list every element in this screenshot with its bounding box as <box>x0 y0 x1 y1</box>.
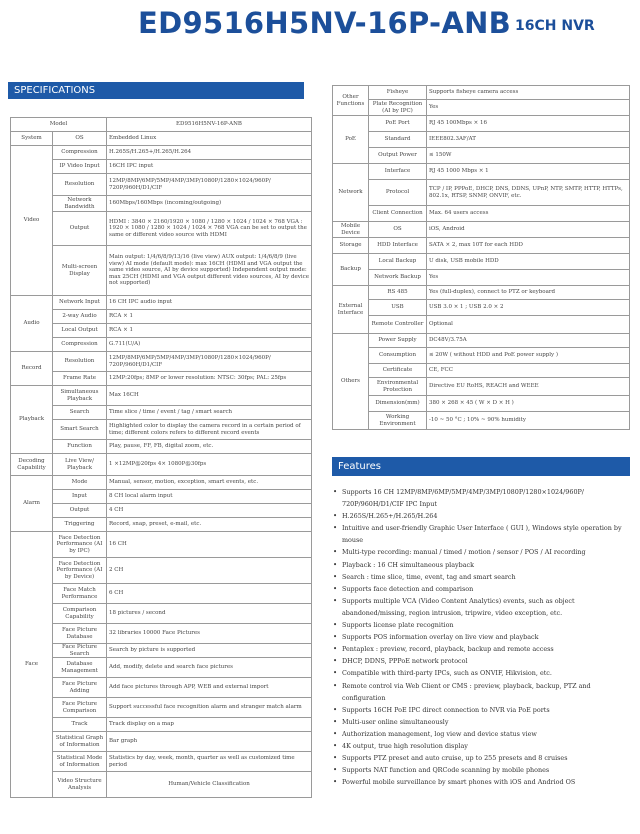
spec-value: Max 16CH <box>107 386 312 406</box>
spec-category: External Interface <box>333 286 369 334</box>
spec-row <box>333 100 630 116</box>
spec-item: Local Backup <box>369 254 427 270</box>
spec-row <box>333 316 630 334</box>
spec-item: Live View/ Playback <box>53 454 107 476</box>
spec-item: OS <box>369 222 427 238</box>
spec-value: 12MP:20fps; 8MP or lower resolution: NTSC: 30fps; PAL: 25fps <box>107 372 312 386</box>
spec-value: RCA × 1 <box>107 324 312 338</box>
spec-row <box>11 146 312 160</box>
spec-value: Optional <box>427 316 630 334</box>
spec-value: G.711(U/A) <box>107 338 312 352</box>
spec-row <box>333 116 630 132</box>
spec-row <box>333 270 630 286</box>
spec-category: Playback <box>11 386 53 454</box>
spec-category: PoE <box>333 116 369 164</box>
spec-row <box>333 164 630 180</box>
spec-row <box>333 396 630 412</box>
spec-value: Yes <box>427 100 630 116</box>
spec-value: ≤ 150W <box>427 148 630 164</box>
spec-value: 160Mbps/160Mbps (incoming/outgoing) <box>107 196 312 212</box>
spec-row <box>11 718 312 732</box>
spec-row <box>333 148 630 164</box>
spec-row <box>11 772 312 798</box>
feature-item: • DHCP, DDNS, PPPoE network protocol <box>332 655 630 667</box>
spec-row <box>333 334 630 348</box>
spec-item: IP Video Input <box>53 160 107 174</box>
spec-value: 8 CH local alarm input <box>107 490 312 504</box>
spec-row <box>11 532 312 558</box>
spec-item: Face Picture Comparison <box>53 698 107 718</box>
spec-value: Main output: 1/4/6/8/9/13/16 (live view) AUX output: 1/4/6/8/9 (live view) AI mode (default mode): max 16CH (HDMI and VGA output the same video source, AI by device supported) Independent output mode: max 25CH (HDMI and VGA output different video sources, AI by device not supported) <box>107 246 312 296</box>
spec-item: Output <box>53 504 107 518</box>
spec-item: Client Connection <box>369 206 427 222</box>
spec-row <box>333 300 630 316</box>
spec-value: 12MP/8MP/6MP/5MP/4MP/3MP/1080P/1280×1024/960P/ 720P/960H/D1/CIF <box>107 352 312 372</box>
spec-value: iOS, Android <box>427 222 630 238</box>
spec-row <box>333 286 630 300</box>
spec-row <box>11 310 312 324</box>
spec-item: Output <box>53 212 107 246</box>
spec-value: U disk, USB mobile HDD <box>427 254 630 270</box>
spec-item: Protocol <box>369 180 427 206</box>
spec-value: TCP / IP, PPPoE, DHCP, DNS, DDNS, UPnP, NTP, SMTP, HTTP, HTTPs, 802.1x, RTSP, SNMP, ONVIF, etc. <box>427 180 630 206</box>
spec-item: Power Supply <box>369 334 427 348</box>
spec-item: Comparison Capability <box>53 604 107 624</box>
feature-item: • Powerful mobile surveillance by smart phones with iOS and Andriod OS <box>332 776 630 788</box>
spec-item: Network Bandwidth <box>53 196 107 212</box>
spec-row <box>333 364 630 378</box>
spec-value: 2 CH <box>107 558 312 584</box>
model-value: ED9516H5NV-16P-ANB <box>107 118 312 132</box>
spec-value: CE, FCC <box>427 364 630 378</box>
spec-row <box>11 372 312 386</box>
spec-item: Compression <box>53 146 107 160</box>
spec-item: Environmental Protection <box>369 378 427 396</box>
spec-item: Local Output <box>53 324 107 338</box>
spec-table-right <box>332 85 630 430</box>
spec-value: RCA × 1 <box>107 310 312 324</box>
feature-item: • Multi-user online simultaneously <box>332 716 630 728</box>
spec-value: Add face pictures through APP, WEB and external import <box>107 678 312 698</box>
spec-item: Plate Recognition (AI by IPC) <box>369 100 427 116</box>
spec-value: -10 ~ 50 °C ; 10% ~ 90% humidity <box>427 412 630 430</box>
spec-row <box>11 324 312 338</box>
spec-category: Backup <box>333 254 369 286</box>
spec-row <box>11 658 312 678</box>
feature-item: • Supports POS information overlay on live view and playback <box>332 631 630 643</box>
spec-value: Statistics by day, week, month, quarter as well as customized time period <box>107 752 312 772</box>
spec-value: 12MP/8MP/6MP/5MP/4MP/3MP/1080P/1280×1024/960P/ 720P/960H/D1/CIF <box>107 174 312 196</box>
feature-item: • Supports multiple VCA (Video Content Analytics) events, such as object abandoned/missing, region intrusion, tripwire, video exception, etc. <box>332 595 630 619</box>
spec-category: System <box>11 132 53 146</box>
spec-value: RJ 45 1000 Mbps × 1 <box>427 164 630 180</box>
feature-item: • H.265S/H.265+/H.265/H.264 <box>332 510 630 522</box>
spec-table-left <box>10 117 312 798</box>
spec-value: Supports fisheye camera access <box>427 86 630 100</box>
spec-item: Multi-screen Display <box>53 246 107 296</box>
spec-row <box>11 504 312 518</box>
spec-value: USB 3.0 × 1 ; USB 2.0 × 2 <box>427 300 630 316</box>
spec-row <box>11 584 312 604</box>
spec-item: RS 485 <box>369 286 427 300</box>
spec-value: Time slice / time / event / tag / smart search <box>107 406 312 420</box>
spec-item: Output Power <box>369 148 427 164</box>
spec-category: Alarm <box>11 476 53 532</box>
page-subtitle: 16CH NVR <box>515 18 595 34</box>
spec-value: Bar graph <box>107 732 312 752</box>
spec-item: Compression <box>53 338 107 352</box>
spec-row <box>333 206 630 222</box>
spec-row <box>333 86 630 100</box>
spec-item: Mode <box>53 476 107 490</box>
spec-row <box>333 348 630 364</box>
spec-row <box>11 352 312 372</box>
spec-row <box>11 420 312 440</box>
spec-item: Frame Rate <box>53 372 107 386</box>
spec-value: Directive EU RoHS, REACH and WEEE <box>427 378 630 396</box>
feature-item: • Authorization management, log view and device status view <box>332 728 630 740</box>
spec-value: Max. 64 users access <box>427 206 630 222</box>
spec-item: Working Environment <box>369 412 427 430</box>
spec-value: 380 × 268 × 45 ( W × D × H ) <box>427 396 630 412</box>
spec-value: 1 ×12MP@20fps 4× 1080P@30fps <box>107 454 312 476</box>
features-list <box>332 486 630 788</box>
model-label: Model <box>11 118 107 132</box>
spec-value: 16CH IPC input <box>107 160 312 174</box>
spec-row <box>11 558 312 584</box>
spec-category: Other Functions <box>333 86 369 116</box>
feature-item: • Supports 16 CH 12MP/8MP/6MP/5MP/4MP/3MP/1080P/1280×1024/960P/ 720P/960H/D1/CIF IPC Input <box>332 486 630 510</box>
spec-item: Face Detection Performance (AI by Device) <box>53 558 107 584</box>
spec-row <box>11 196 312 212</box>
spec-category: Video Structure Analysis <box>53 772 107 798</box>
spec-value: IEEE802.3AF/AT <box>427 132 630 148</box>
spec-item: Standard <box>369 132 427 148</box>
spec-row <box>11 454 312 476</box>
feature-item: • Supports face detection and comparison <box>332 583 630 595</box>
spec-category: Others <box>333 334 369 430</box>
spec-item: Function <box>53 440 107 454</box>
spec-value: RJ 45 100Mbps × 16 <box>427 116 630 132</box>
spec-row <box>333 378 630 396</box>
spec-item: Consumption <box>369 348 427 364</box>
spec-item: USB <box>369 300 427 316</box>
spec-item: HDD Interface <box>369 238 427 254</box>
spec-row <box>333 222 630 238</box>
feature-item: • Supports 16CH PoE IPC direct connection to NVR via PoE ports <box>332 704 630 716</box>
spec-item: Face Match Performance <box>53 584 107 604</box>
spec-row <box>333 412 630 430</box>
spec-value: 4 CH <box>107 504 312 518</box>
features-heading: Features <box>332 457 630 476</box>
feature-item: • Playback : 16 CH simultaneous playback <box>332 559 630 571</box>
spec-value: Highlighted color to display the camera record in a certain period of time; different colors refers to different record events <box>107 420 312 440</box>
spec-item: OS <box>53 132 107 146</box>
spec-row <box>333 238 630 254</box>
feature-item: • Remote control via Web Client or CMS : preview, playback, backup, PTZ and configuration <box>332 680 630 704</box>
spec-item: PoE Port <box>369 116 427 132</box>
spec-item: Search <box>53 406 107 420</box>
spec-category: Record <box>11 352 53 386</box>
spec-row <box>11 644 312 658</box>
spec-row <box>11 698 312 718</box>
spec-item: Input <box>53 490 107 504</box>
spec-item: 2-way Audio <box>53 310 107 324</box>
spec-row <box>11 678 312 698</box>
spec-category: Audio <box>11 296 53 352</box>
spec-category: Face <box>11 532 53 798</box>
spec-value: Add, modify, delete and search face pictures <box>107 658 312 678</box>
spec-item: Dimension(mm) <box>369 396 427 412</box>
spec-row <box>11 296 312 310</box>
spec-row <box>11 386 312 406</box>
spec-row <box>11 604 312 624</box>
spec-item: Network Backup <box>369 270 427 286</box>
spec-row <box>11 476 312 490</box>
feature-item: • Multi-type recording: manual / timed / motion / sensor / POS / AI recording <box>332 546 630 558</box>
spec-category: Storage <box>333 238 369 254</box>
spec-row <box>11 490 312 504</box>
spec-item: Remote Controller <box>369 316 427 334</box>
spec-row <box>333 180 630 206</box>
spec-row <box>11 624 312 644</box>
spec-value: Manual, sensor, motion, exception, smart events, etc. <box>107 476 312 490</box>
feature-item: • Supports PTZ preset and auto cruise, up to 255 presets and 8 cruises <box>332 752 630 764</box>
spec-item: Interface <box>369 164 427 180</box>
spec-value: 16 CH IPC audio input <box>107 296 312 310</box>
feature-item: • Supports license plate recognition <box>332 619 630 631</box>
spec-row <box>11 174 312 196</box>
feature-item: • Intuitive and user-friendly Graphic User Interface ( GUI ), Windows style operation by mouse <box>332 522 630 546</box>
spec-value: Search by picture is supported <box>107 644 312 658</box>
spec-value: Embedded Linux <box>107 132 312 146</box>
spec-item: Track <box>53 718 107 732</box>
spec-row <box>333 132 630 148</box>
spec-value: 32 libraries 10000 Face Pictures <box>107 624 312 644</box>
spec-value: 18 pictures / second <box>107 604 312 624</box>
feature-item: • Search : time slice, time, event, tag and smart search <box>332 571 630 583</box>
spec-item: Simultaneous Playback <box>53 386 107 406</box>
spec-value: Play, pause, FF, FB, digital zoom, etc. <box>107 440 312 454</box>
spec-item: Resolution <box>53 174 107 196</box>
spec-row <box>11 518 312 532</box>
spec-value: DC48V/3.75A <box>427 334 630 348</box>
spec-category: Decoding Capability <box>11 454 53 476</box>
spec-value: Support successful face recognition alarm and stranger match alarm <box>107 698 312 718</box>
spec-row <box>333 254 630 270</box>
spec-item: Face Picture Database <box>53 624 107 644</box>
feature-item: • Pentaplex : preview, record, playback, backup and remote access <box>332 643 630 655</box>
spec-item: Database Management <box>53 658 107 678</box>
spec-item: Statistical Mode of Information <box>53 752 107 772</box>
spec-item: Face Picture Adding <box>53 678 107 698</box>
spec-row <box>11 406 312 420</box>
spec-item: Human/Vehicle Classification <box>107 772 312 798</box>
spec-value: ≤ 20W ( without HDD and PoE power supply ) <box>427 348 630 364</box>
spec-item: Face Picture Search <box>53 644 107 658</box>
spec-row <box>11 160 312 174</box>
spec-category: Mobile Device <box>333 222 369 238</box>
spec-value: Track display on a map <box>107 718 312 732</box>
spec-value: 16 CH <box>107 532 312 558</box>
spec-row <box>11 732 312 752</box>
spec-value: HDMI : 3840 × 2160/1920 × 1080 / 1280 × 1024 / 1024 × 768 VGA : 1920 × 1080 / 1280 × 1024 / 1024 × 768 VGA can be set to output the same or different video source with HDMI <box>107 212 312 246</box>
spec-row <box>11 212 312 246</box>
spec-category: Video <box>11 146 53 296</box>
feature-item: • Supports NAT function and QRCode scanning by mobile phones <box>332 764 630 776</box>
spec-item: Triggering <box>53 518 107 532</box>
spec-value: 6 CH <box>107 584 312 604</box>
spec-value: Yes <box>427 270 630 286</box>
spec-item: Resolution <box>53 352 107 372</box>
spec-row <box>11 338 312 352</box>
spec-row <box>11 752 312 772</box>
feature-item: • 4K output, true high resolution display <box>332 740 630 752</box>
spec-value: Yes (full-duplex), connect to PTZ or keyboard <box>427 286 630 300</box>
feature-item: • Compatible with third-party IPCs, such as ONVIF, Hikvision, etc. <box>332 667 630 679</box>
spec-item: Certificate <box>369 364 427 378</box>
spec-row <box>11 246 312 296</box>
spec-item: Smart Search <box>53 420 107 440</box>
spec-row <box>11 132 312 146</box>
spec-item: Face Detection Performance (AI by IPC) <box>53 532 107 558</box>
spec-item: Fisheye <box>369 86 427 100</box>
page-title: ED9516H5NV-16P-ANB <box>138 6 512 40</box>
spec-item: Statistical Graph of Information <box>53 732 107 752</box>
spec-category: Network <box>333 164 369 222</box>
spec-value: Record, snap, preset, e-mail, etc. <box>107 518 312 532</box>
spec-value: H.265S/H.265+/H.265/H.264 <box>107 146 312 160</box>
spec-row <box>11 440 312 454</box>
spec-item: Network Input <box>53 296 107 310</box>
specifications-heading: SPECIFICATIONS <box>8 82 304 99</box>
spec-value: SATA × 2, max 10T for each HDD <box>427 238 630 254</box>
